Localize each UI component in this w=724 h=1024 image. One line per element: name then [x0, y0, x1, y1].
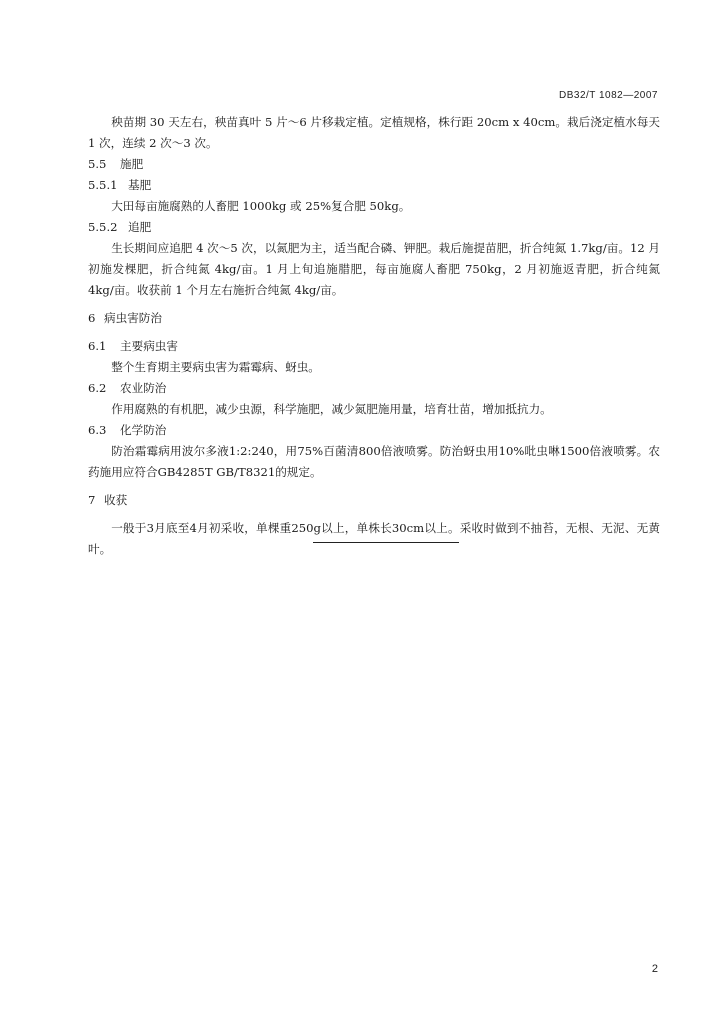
heading-6-1: [88, 336, 660, 357]
heading-title: 主要病虫害: [120, 339, 178, 353]
heading-title: 农业防治: [120, 381, 167, 395]
heading-6-2: [88, 378, 660, 399]
heading-5-5-2: [88, 217, 660, 238]
heading-5-5: [88, 154, 660, 175]
paragraph-top-dressing: 生长期间应追肥 4 次～5 次，以氮肥为主，适当配合磷、钾肥。栽后施提苗肥，折合纯氮 1.7kg/亩。12 月初施发棵肥，折合纯氮 4kg/亩。1 月上旬追施腊肥，每亩施腐人畜肥 750kg，2 月初施返青肥，折合纯氮 4kg/亩。收获前 1 个月左右施折合纯氮 4kg/亩。: [88, 241, 660, 297]
heading-number: 6.2: [88, 381, 107, 395]
paragraph-agricultural-control: 作用腐熟的有机肥，减少虫源，科学施肥，减少氮肥施用量，培育壮苗，增加抵抗力。: [111, 402, 552, 416]
standard-code: DB32/T 1082—2007: [559, 90, 658, 101]
heading-number: 5.5.2: [88, 220, 118, 234]
heading-title: 化学防治: [120, 423, 167, 437]
heading-title: 基肥: [128, 178, 152, 192]
heading-number: 5.5: [88, 157, 107, 171]
heading-number: 6: [88, 311, 96, 325]
heading-7: [88, 490, 660, 511]
paragraph-transplant: 秧苗期 30 天左右，秧苗真叶 5 片～6 片移栽定植。定植规格，株行距 20cm x 40cm。栽后浇定植水每天 1 次，连续 2 次～3 次。: [88, 115, 660, 150]
heading-number: 7: [88, 493, 96, 507]
heading-number: 5.5.1: [88, 178, 118, 192]
heading-5-5-1: [88, 175, 660, 196]
heading-6-3: [88, 420, 660, 441]
paragraph-chemical-control: 防治霜霉病用波尔多液1:2:240，用75%百菌清800倍液喷雾。防治蚜虫用10%吡虫啉1500倍液喷雾。农药施用应符合GB4285T GB/T8321的规定。: [88, 444, 660, 479]
heading-title: 追肥: [128, 220, 152, 234]
end-rule: [313, 542, 459, 543]
paragraph-harvest: 一般于3月底至4月初采收，单棵重250g以上，单株长30cm以上。采收时做到不抽苔，无根、无泥、无黄叶。: [88, 521, 660, 556]
heading-title: 收获: [104, 493, 128, 507]
heading-number: 6.1: [88, 339, 107, 353]
paragraph-base-fertilizer: 大田每亩施腐熟的人畜肥 1000kg 或 25%复合肥 50kg。: [111, 199, 411, 213]
heading-6: [88, 308, 660, 329]
heading-title: 病虫害防治: [104, 311, 162, 325]
paragraph-main-pests: 整个生育期主要病虫害为霜霉病、蚜虫。: [111, 360, 320, 374]
heading-number: 6.3: [88, 423, 107, 437]
page-number: 2: [651, 963, 658, 975]
heading-title: 施肥: [120, 157, 144, 171]
document-body: [88, 112, 660, 560]
